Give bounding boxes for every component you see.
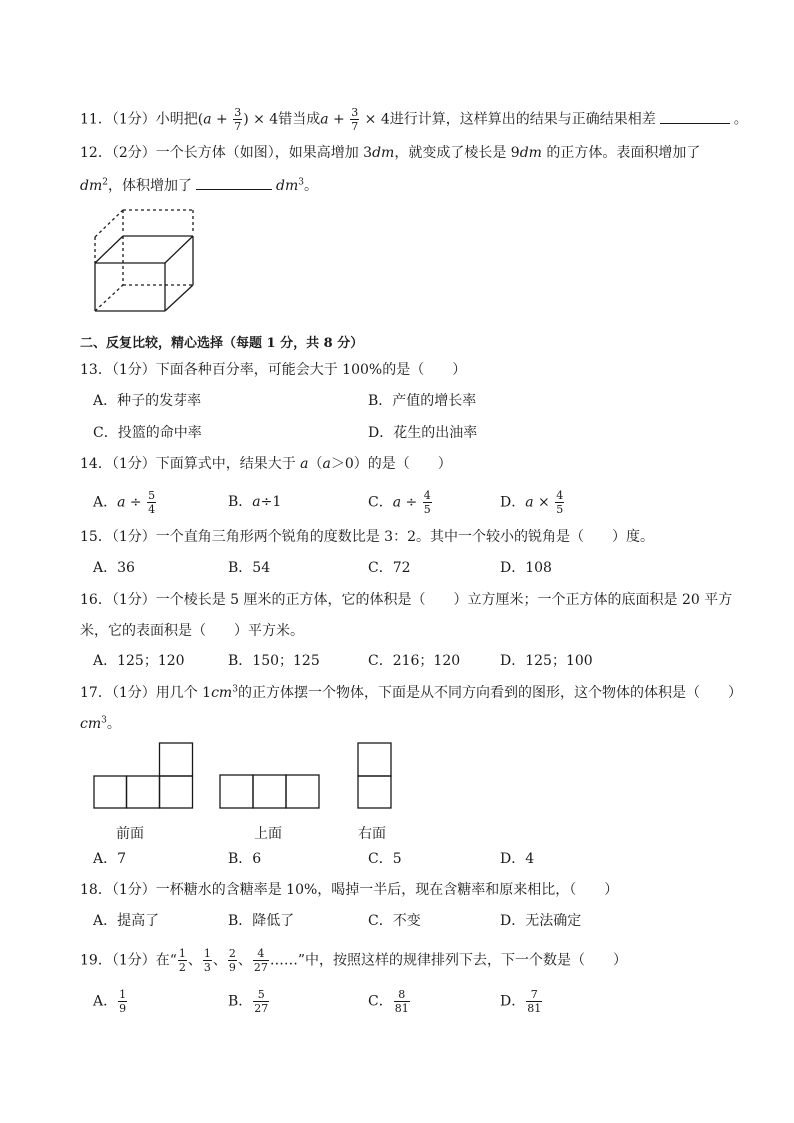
var-a: a bbox=[525, 494, 534, 511]
q17-end: 。 bbox=[106, 716, 121, 732]
frac-den: 2 bbox=[178, 961, 186, 974]
operator: × bbox=[533, 494, 555, 511]
fraction bbox=[228, 947, 237, 974]
frac-num: 5 bbox=[148, 489, 156, 502]
option-d[interactable]: D．108 bbox=[500, 560, 552, 576]
frac-den: 7 bbox=[234, 120, 242, 133]
frac-num: 3 bbox=[234, 106, 242, 119]
option-b[interactable]: B．产值的增长率 bbox=[368, 393, 477, 409]
q11-mid: × 4错当成 bbox=[248, 111, 321, 128]
option-d[interactable] bbox=[500, 489, 565, 516]
option-d[interactable]: D．4 bbox=[500, 851, 535, 867]
frac-den: 7 bbox=[351, 120, 359, 133]
option-c[interactable] bbox=[368, 988, 411, 1015]
option-b[interactable]: B．降低了 bbox=[228, 913, 295, 929]
question-12-line2 bbox=[80, 175, 318, 196]
fraction bbox=[203, 947, 212, 974]
hidden-edges bbox=[95, 236, 193, 311]
operator: ÷1 bbox=[260, 494, 282, 510]
q19-stem-end: ……”中，按照这样的规律排列下去，下一个数是（ ） bbox=[269, 952, 628, 969]
plus-sign: + bbox=[328, 111, 350, 128]
q17-text-b: 的正方体摆一个物体，下面是从不同方向看到的图形，这个物体的体积是（ ） bbox=[237, 685, 742, 701]
q12-text-a: 12．（2分）一个长方体（如图），如果高增加 3 bbox=[80, 145, 373, 161]
option-a[interactable]: A．种子的发芽率 bbox=[93, 393, 202, 409]
frac-den: 27 bbox=[254, 1002, 269, 1015]
operator: ÷ bbox=[125, 494, 147, 511]
frac-num: 1 bbox=[119, 988, 127, 1001]
q14-stem: 14．（1分）下面算式中，结果大于 bbox=[80, 456, 301, 472]
option-label: C． bbox=[368, 993, 393, 1010]
option-d[interactable]: D．125；100 bbox=[500, 653, 593, 669]
front-view-diagram bbox=[93, 742, 195, 810]
var-a: a bbox=[117, 494, 126, 511]
unit-cm: cm bbox=[80, 716, 102, 732]
label-front: 前面 bbox=[116, 826, 144, 842]
fraction bbox=[118, 988, 127, 1015]
option-label: A． bbox=[93, 993, 118, 1010]
frac-den: 5 bbox=[556, 503, 564, 516]
frac-num: 1 bbox=[178, 947, 186, 960]
unit-dm: dm bbox=[80, 178, 103, 194]
option-a[interactable]: A．7 bbox=[93, 851, 127, 867]
option-a[interactable] bbox=[93, 988, 128, 1015]
frac-den: 5 bbox=[423, 503, 431, 516]
option-a[interactable]: A．36 bbox=[93, 560, 135, 576]
frac-num: 4 bbox=[423, 489, 431, 502]
frac-num: 2 bbox=[228, 947, 236, 960]
fraction-3-7 bbox=[350, 106, 359, 133]
var-a: a bbox=[322, 456, 331, 472]
fraction bbox=[178, 947, 187, 974]
frac-num: 4 bbox=[257, 947, 265, 960]
option-label: B． bbox=[228, 993, 253, 1010]
option-label: B． bbox=[228, 494, 253, 510]
option-c[interactable]: C．不变 bbox=[368, 913, 421, 929]
label-right: 右面 bbox=[358, 826, 386, 842]
unit-dm: dm bbox=[275, 178, 299, 194]
unit-dm: dm bbox=[372, 145, 395, 161]
fraction bbox=[526, 988, 542, 1015]
frac-den: 9 bbox=[119, 1002, 127, 1015]
question-14 bbox=[80, 454, 452, 474]
question-11: 11．（1分）小明把(a + $\frac{3}{7}$ ) × 4错当成a + $\frac{3}{7}$ × 4进行计算，这样算出的结果与正确结果相差 。 bbox=[80, 106, 748, 133]
answer-blank[interactable] bbox=[660, 109, 730, 124]
separator: 、 bbox=[237, 952, 252, 969]
q11-end: 。 bbox=[733, 111, 748, 128]
frac-den: 4 bbox=[148, 503, 156, 516]
option-label: A． bbox=[93, 494, 118, 511]
option-d[interactable] bbox=[500, 988, 543, 1015]
option-label: D． bbox=[500, 993, 526, 1010]
question-12-line1 bbox=[80, 143, 700, 163]
separator: 、 bbox=[212, 952, 227, 969]
fraction bbox=[253, 988, 269, 1015]
frac-num: 8 bbox=[398, 988, 406, 1001]
question-15: 15．（1分）一个直角三角形两个锐角的度数比是 3：2。其中一个较小的锐角是（ ）度。 bbox=[80, 529, 654, 545]
option-b[interactable]: B．150；125 bbox=[228, 653, 320, 669]
frac-num: 3 bbox=[351, 106, 359, 119]
option-d[interactable]: D．无法确定 bbox=[500, 913, 582, 929]
q12-text-d: ，体积增加了 bbox=[107, 178, 192, 194]
option-c[interactable]: C．5 bbox=[368, 851, 402, 867]
question-18: 18．（1分）一杯糖水的含糖率是 10%，喝掉一半后，现在含糖率和原来相比，（ ） bbox=[80, 882, 619, 898]
exponent: 3 bbox=[101, 715, 107, 726]
q14-stem-end: ＞0）的是（ ） bbox=[330, 456, 452, 472]
plus-sign: + bbox=[211, 111, 233, 128]
var-a: a bbox=[320, 111, 329, 128]
paren: （ bbox=[308, 456, 323, 472]
exponent: 3 bbox=[232, 684, 238, 695]
fraction bbox=[147, 489, 156, 516]
frac-den: 9 bbox=[228, 961, 236, 974]
q12-text-b: ，就变成了棱长是 9 bbox=[394, 145, 520, 161]
answer-blank[interactable] bbox=[196, 175, 272, 190]
section-heading: 二、反复比较，精心选择（每题 1 分，共 8 分） bbox=[80, 336, 364, 351]
q12-text-c: 的正方体。表面积增加了 bbox=[541, 145, 701, 161]
cuboid-solid bbox=[95, 236, 193, 311]
option-a[interactable]: A．125；120 bbox=[93, 653, 185, 669]
question-17-line1 bbox=[80, 683, 742, 703]
unit-dm: dm bbox=[519, 145, 542, 161]
var-a: a bbox=[203, 111, 212, 128]
frac-den: 81 bbox=[394, 1002, 409, 1015]
question-17-line2 bbox=[80, 714, 121, 734]
top-view-diagram bbox=[219, 774, 321, 810]
option-label: C． bbox=[368, 494, 393, 511]
option-a[interactable] bbox=[93, 489, 157, 516]
option-b[interactable] bbox=[228, 492, 281, 512]
frac-num: 1 bbox=[203, 947, 211, 960]
option-label: D． bbox=[500, 494, 526, 511]
q19-stem: 19．（1分）在“ bbox=[80, 952, 177, 969]
var-a: a bbox=[252, 494, 261, 510]
fraction bbox=[423, 489, 432, 516]
q11-tail: × 4进行计算，这样算出的结果与正确结果相差 bbox=[360, 111, 656, 128]
question-16-line1: 16．（1分）一个棱长是 5 厘米的正方体，它的体积是（ ）立方厘米；一个正方体的底面积是 20 平方 bbox=[80, 592, 733, 608]
option-c[interactable]: C．216；120 bbox=[368, 653, 461, 669]
label-top: 上面 bbox=[254, 826, 282, 842]
option-c[interactable]: C．投篮的命中率 bbox=[93, 425, 202, 441]
fraction-3-7 bbox=[233, 106, 242, 133]
fraction bbox=[555, 489, 564, 516]
frac-den: 81 bbox=[527, 1002, 542, 1015]
fraction bbox=[394, 988, 410, 1015]
exponent: 2 bbox=[102, 177, 108, 188]
option-c[interactable]: C．72 bbox=[368, 560, 411, 576]
q11-stem: 11．（1分）小明把 bbox=[80, 111, 198, 128]
frac-den: 27 bbox=[253, 961, 268, 974]
separator: 、 bbox=[187, 952, 202, 969]
unit-cm: cm bbox=[211, 685, 233, 701]
question-13: 13．（1分）下面各种百分率，可能会大于 100%的是（ ） bbox=[80, 362, 467, 378]
q12-end: 。 bbox=[303, 178, 318, 194]
var-a: a bbox=[300, 456, 309, 472]
frac-num: 7 bbox=[530, 988, 538, 1001]
exponent: 3 bbox=[298, 177, 304, 188]
question-16-line2: 米，它的表面积是（ ）平方米。 bbox=[80, 623, 304, 639]
option-b[interactable]: B．6 bbox=[228, 851, 262, 867]
frac-num: 4 bbox=[556, 489, 564, 502]
option-b[interactable] bbox=[228, 988, 270, 1015]
q17-text-a: 17．（1分）用几个 1 bbox=[80, 685, 212, 701]
option-b[interactable]: B．54 bbox=[228, 560, 271, 576]
operator: ÷ bbox=[401, 494, 422, 511]
option-a[interactable]: A．提高了 bbox=[93, 913, 160, 929]
question-19 bbox=[80, 947, 627, 974]
right-view-diagram bbox=[357, 742, 393, 810]
fraction bbox=[253, 947, 269, 974]
frac-den: 3 bbox=[203, 961, 211, 974]
option-d[interactable]: D．花生的出油率 bbox=[368, 425, 478, 441]
var-a: a bbox=[392, 494, 402, 511]
option-c[interactable] bbox=[368, 489, 433, 516]
cuboid-figure bbox=[90, 205, 200, 315]
frac-num: 5 bbox=[257, 988, 265, 1001]
